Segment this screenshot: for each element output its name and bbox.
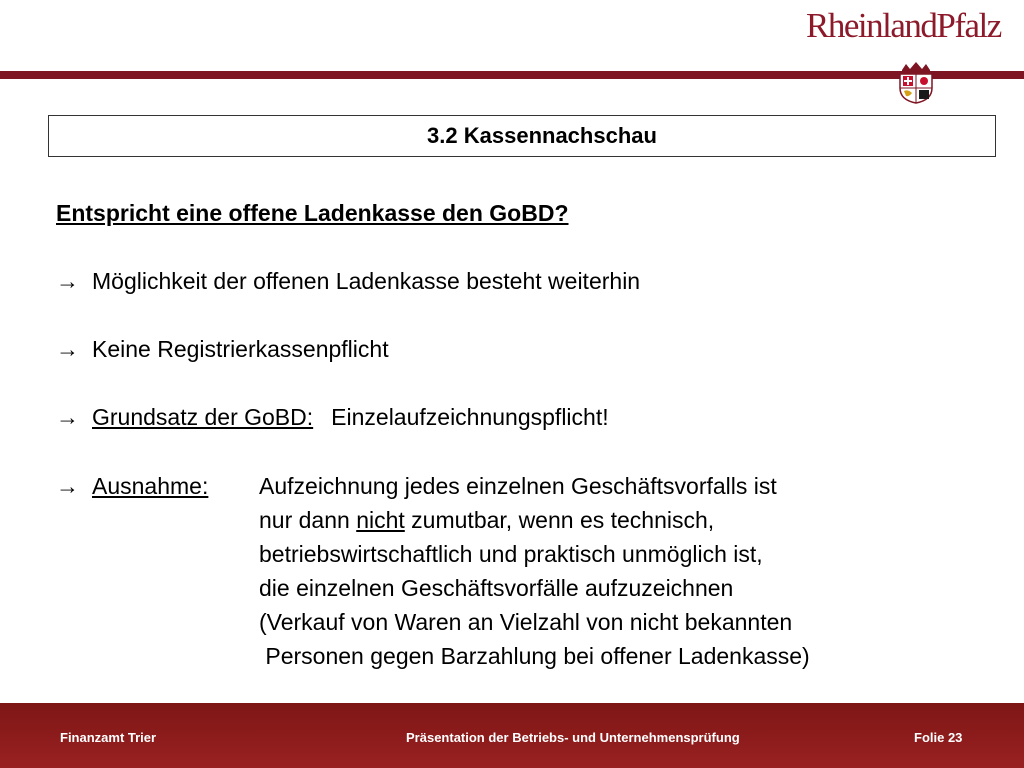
bullet-4-line-4: die einzelnen Geschäftsvorfälle aufzuzeichnen	[259, 575, 734, 601]
bullet-4-line-2-pre: nur dann	[259, 507, 357, 533]
bullet-2	[56, 336, 389, 363]
bullet-1	[56, 268, 640, 295]
arrow-icon: →	[56, 473, 79, 499]
slide-title: 3.2 Kassennachschau	[427, 123, 657, 148]
footer-presentation-title: Präsentation der Betriebs- und Unternehmensprüfung	[406, 730, 740, 745]
bullet-4-line-3: betriebswirtschaftlich und praktisch unmöglich ist,	[259, 541, 763, 567]
footer-slide-number: Folie 23	[914, 730, 963, 745]
slide-title-box	[48, 115, 996, 157]
coat-of-arms-icon	[896, 60, 936, 104]
bullet-3-label: Grundsatz der GoBD:	[92, 404, 314, 430]
arrow-icon: →	[56, 268, 79, 294]
nicht-emphasis: nicht	[356, 507, 405, 533]
bullet-4-line-2	[259, 507, 714, 534]
arrow-icon: →	[56, 404, 79, 430]
bullet-4	[56, 473, 208, 500]
bullet-4-line-5: (Verkauf von Waren an Vielzahl von nicht bekannten	[259, 609, 793, 635]
bullet-3	[56, 404, 609, 431]
slide-heading: Entspricht eine offene Ladenkasse den GoBD?	[56, 200, 569, 226]
bullet-4-label: Ausnahme:	[92, 473, 209, 499]
footer-bar	[0, 703, 1024, 768]
bullet-4-line-2-post: zumutbar, wenn es technisch,	[404, 507, 715, 533]
bullet-4-line-1: Aufzeichnung jedes einzelnen Geschäftsvorfalls ist	[259, 473, 777, 499]
bullet-2-text: Keine Registrierkassenpflicht	[92, 336, 389, 362]
rheinland-pfalz-logo: RheinlandPfalz	[806, 6, 1001, 45]
bullet-3-text: Einzelaufzeichnungspflicht!	[331, 404, 609, 430]
arrow-icon: →	[56, 336, 79, 362]
header-rule	[0, 71, 1024, 79]
bullet-1-text: Möglichkeit der offenen Ladenkasse besteht weiterhin	[92, 268, 641, 294]
bullet-4-line-6: Personen gegen Barzahlung bei offener Ladenkasse)	[259, 643, 810, 669]
footer-office: Finanzamt Trier	[60, 730, 157, 745]
